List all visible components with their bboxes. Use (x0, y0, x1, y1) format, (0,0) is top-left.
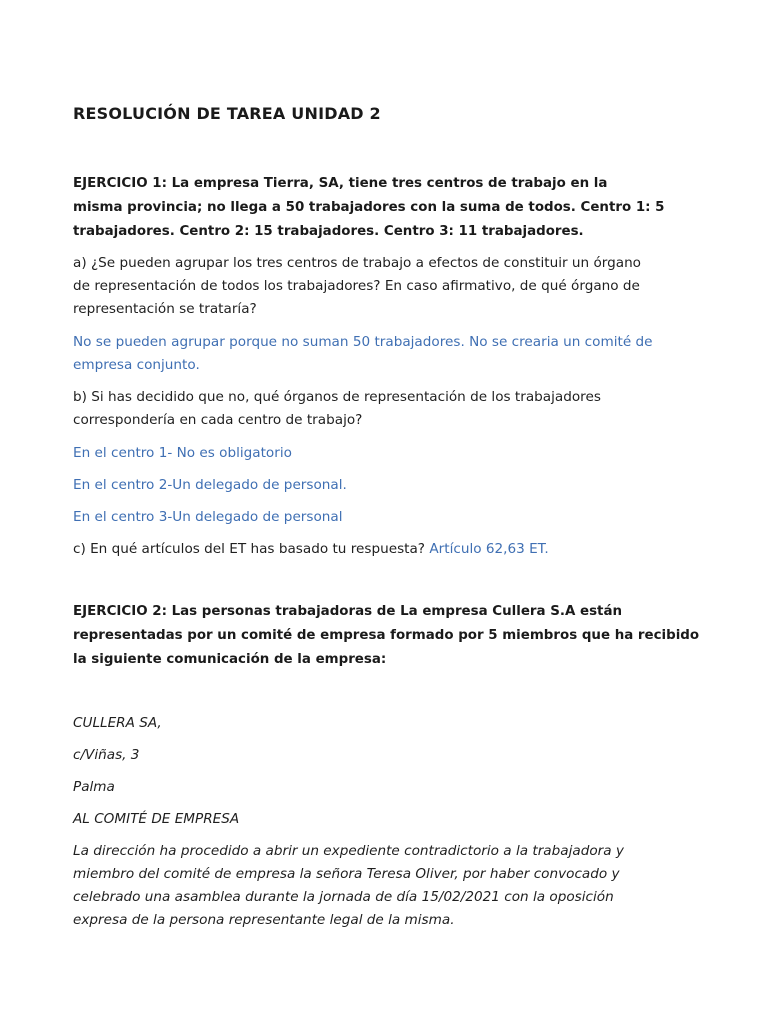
question-b (73, 386, 601, 432)
answer-b-centro-2: En el centro 2-Un delegado de personal. (73, 477, 347, 493)
answer-a-line: empresa conjunto. (73, 357, 200, 373)
letter-body-line: La dirección ha procedido a abrir un expediente contradictorio a la trabajadora y (73, 843, 624, 859)
letter-recipient: AL COMITÉ DE EMPRESA (73, 811, 240, 827)
answer-b-centro-1: En el centro 1- No es obligatorio (73, 445, 292, 461)
exercise-1-heading (73, 172, 664, 244)
document-title: RESOLUCIÓN DE TAREA UNIDAD 2 (73, 104, 381, 123)
question-c: c) En qué artículos del ET has basado tu respuesta? (73, 541, 426, 557)
exercise-1-heading-line: EJERCICIO 1: La empresa Tierra, SA, tiene tres centros de trabajo en la (73, 176, 608, 191)
question-a-line: de representación de todos los trabajadores? En caso afirmativo, de qué órgano de (73, 278, 640, 294)
letter-address: c/Viñas, 3 (73, 747, 140, 763)
question-a-line: representación se trataría? (73, 301, 257, 317)
exercise-1-heading-line: misma provincia; no llega a 50 trabajadores con la suma de todos. Centro 1: 5 (73, 200, 665, 215)
exercise-2-heading (73, 600, 699, 672)
exercise-1-heading-line: trabajadores. Centro 2: 15 trabajadores. Centro 3: 11 trabajadores. (73, 224, 584, 239)
exercise-2-heading-line: la siguiente comunicación de la empresa: (73, 652, 387, 667)
question-b-line: correspondería en cada centro de trabajo? (73, 412, 363, 428)
exercise-2-heading-line: EJERCICIO 2: Las personas trabajadoras de La empresa Cullera S.A están (73, 604, 623, 619)
question-a-line: a) ¿Se pueden agrupar los tres centros de trabajo a efectos de constituir un órgano (73, 255, 642, 271)
letter-city: Palma (73, 779, 115, 795)
letter-company: CULLERA SA, (73, 715, 162, 731)
answer-a-line: No se pueden agrupar porque no suman 50 trabajadores. No se crearia un comité de (73, 334, 653, 350)
question-b-line: b) Si has decidido que no, qué órganos de representación de los trabajadores (73, 389, 601, 405)
question-c-row (73, 538, 549, 561)
answer-a (73, 331, 653, 377)
letter-body-line: miembro del comité de empresa la señora Teresa Oliver, por haber convocado y (73, 866, 620, 882)
exercise-2-heading-line: representadas por un comité de empresa formado por 5 miembros que ha recibido (73, 628, 700, 643)
answer-b-centro-3: En el centro 3-Un delegado de personal (73, 509, 343, 525)
letter-body-line: celebrado una asamblea durante la jornada de día 15/02/2021 con la oposición (73, 889, 614, 905)
answer-c: Artículo 62,63 ET. (429, 541, 549, 557)
letter-body-line: expresa de la persona representante legal de la misma. (73, 912, 455, 928)
letter-body (73, 840, 624, 932)
question-a (73, 252, 641, 321)
